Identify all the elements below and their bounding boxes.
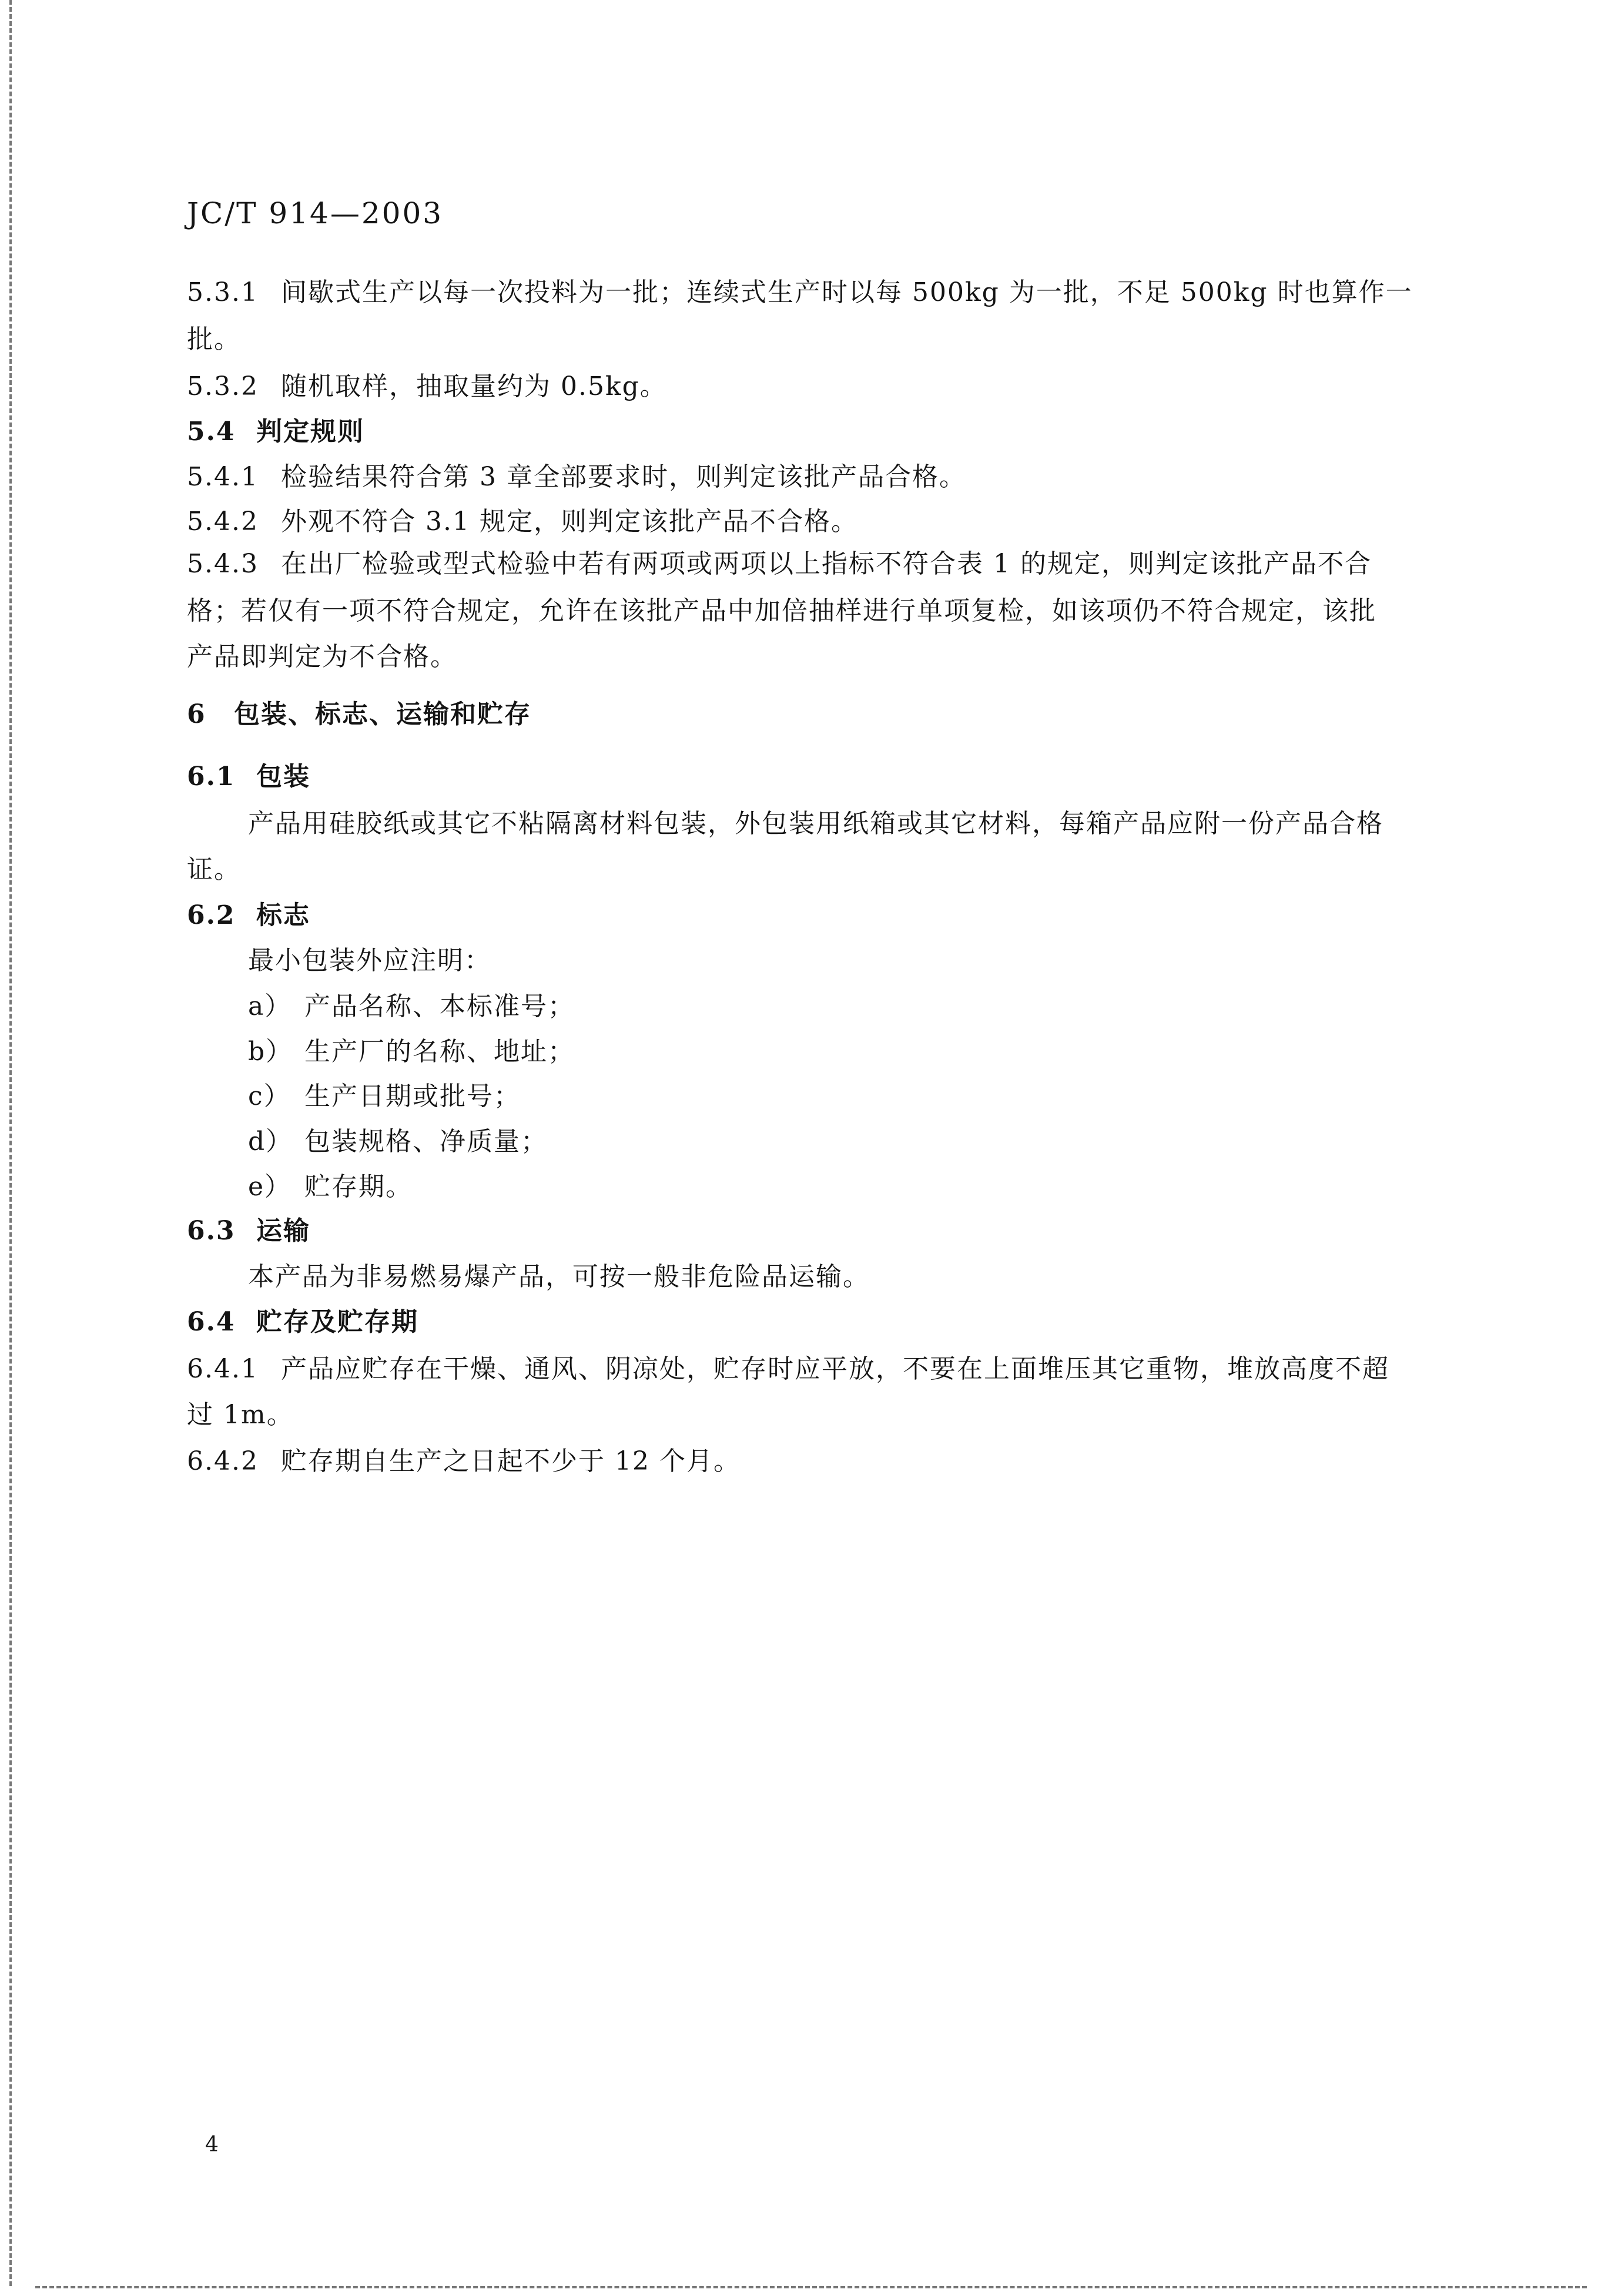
clause-number: 5.3.1 xyxy=(187,277,259,307)
clause-6-3 xyxy=(187,1214,310,1249)
clause-6-4 xyxy=(187,1305,418,1340)
clause-number: 6.4 xyxy=(187,1307,236,1337)
page-number: 4 xyxy=(205,2133,220,2157)
clause-number: 6.1 xyxy=(187,762,236,792)
clause-number: 6.3 xyxy=(187,1216,236,1246)
list-marker: b） xyxy=(248,1037,293,1067)
list-item-text: 贮存期。 xyxy=(304,1172,413,1202)
binding-cut-line xyxy=(9,0,12,2286)
section-number: 6 xyxy=(187,699,206,729)
clause-text: 外观不符合 3.1 规定，则判定该批产品不合格。 xyxy=(281,507,858,537)
clause-5-4-2 xyxy=(187,504,858,539)
list-item xyxy=(248,989,575,1024)
list-item xyxy=(248,1169,413,1205)
list-item-text: 生产厂的名称、地址； xyxy=(304,1037,575,1067)
clause-text: 在出厂检验或型式检验中若有两项或两项以上指标不符合表 1 的规定，则判定该批产品不合 xyxy=(281,549,1372,579)
clause-number: 5.4.3 xyxy=(187,549,259,579)
section-title: 包装、标志、运输和贮存 xyxy=(234,699,531,729)
clause-5-3-1 xyxy=(187,275,1413,310)
clause-number: 6.4.1 xyxy=(187,1354,259,1384)
list-item xyxy=(248,1124,548,1159)
bottom-cut-line xyxy=(35,2286,1587,2288)
clause-text: 贮存期自生产之日起不少于 12 个月。 xyxy=(281,1446,741,1476)
section-6-heading xyxy=(187,697,531,732)
clause-title: 包装 xyxy=(256,762,310,792)
clause-5-4-3 xyxy=(187,547,1372,582)
clause-6-3-text: 本产品为非易燃易爆产品，可按一般非危险品运输。 xyxy=(248,1262,870,1292)
clause-number: 6.2 xyxy=(187,900,236,930)
clause-5-4 xyxy=(187,414,364,450)
clause-number: 5.3.2 xyxy=(187,371,259,401)
clause-number: 5.4.1 xyxy=(187,462,259,492)
clause-6-1-text-cont: 证。 xyxy=(187,854,241,884)
clause-title: 标志 xyxy=(256,900,310,930)
clause-5-4-1 xyxy=(187,460,966,495)
clause-5-4-3-cont-1: 格；若仅有一项不符合规定，允许在该批产品中加倍抽样进行单项复检，如该项仍不符合规定，该批 xyxy=(187,596,1376,626)
clause-number: 6.4.2 xyxy=(187,1446,259,1476)
clause-6-1-text: 产品用硅胶纸或其它不粘隔离材料包装，外包装用纸箱或其它材料，每箱产品应附一份产品合格 xyxy=(248,809,1383,839)
clause-6-4-1-cont: 过 1m。 xyxy=(187,1400,294,1430)
list-item xyxy=(248,1034,575,1070)
clause-title: 运输 xyxy=(256,1216,310,1246)
clause-5-3-1-cont: 批。 xyxy=(187,324,241,354)
clause-number: 5.4 xyxy=(187,417,236,447)
list-marker: e） xyxy=(248,1172,292,1202)
clause-5-3-2 xyxy=(187,369,667,404)
clause-text: 检验结果符合第 3 章全部要求时，则判定该批产品合格。 xyxy=(281,462,966,492)
list-item-text: 包装规格、净质量； xyxy=(304,1127,548,1157)
list-marker: d） xyxy=(248,1127,293,1157)
clause-6-2-intro: 最小包装外应注明： xyxy=(248,946,491,976)
clause-6-4-2 xyxy=(187,1444,741,1479)
list-item-text: 生产日期或批号； xyxy=(304,1081,521,1111)
clause-text: 随机取样，抽取量约为 0.5kg。 xyxy=(281,371,667,401)
list-marker: a） xyxy=(248,991,292,1021)
clause-text: 产品应贮存在干燥、通风、阴凉处，贮存时应平放，不要在上面堆压其它重物，堆放高度不超 xyxy=(281,1354,1389,1384)
clause-6-2 xyxy=(187,898,310,933)
list-item-text: 产品名称、本标准号； xyxy=(304,991,575,1021)
standard-code-header: JC/T 914—2003 xyxy=(187,196,444,230)
clause-6-4-1 xyxy=(187,1352,1389,1387)
clause-5-4-3-cont-2: 产品即判定为不合格。 xyxy=(187,642,457,672)
clause-text: 间歇式生产以每一次投料为一批；连续式生产时以每 500kg 为一批，不足 500kg 时也算作一 xyxy=(281,277,1413,307)
list-item xyxy=(248,1079,521,1114)
list-marker: c） xyxy=(248,1081,291,1111)
clause-title: 贮存及贮存期 xyxy=(256,1307,418,1337)
clause-title: 判定规则 xyxy=(256,417,364,447)
clause-number: 5.4.2 xyxy=(187,507,259,537)
clause-6-1 xyxy=(187,759,310,795)
